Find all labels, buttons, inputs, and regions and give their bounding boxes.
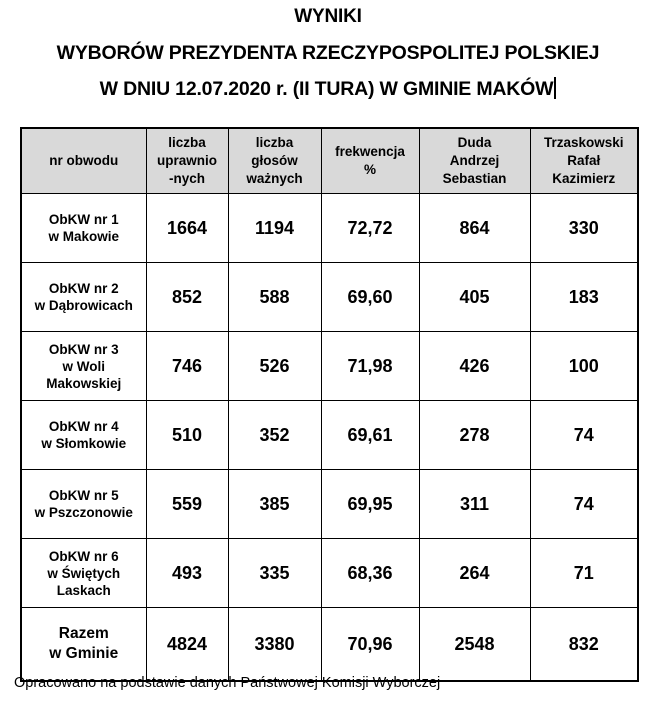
cell-uprawnieni: 746 xyxy=(146,332,228,401)
column-header-frekwencja xyxy=(321,128,419,194)
obwod-label-line: w Gminie xyxy=(49,645,119,662)
cell-uprawnieni: 4824 xyxy=(146,608,228,682)
table-row xyxy=(21,470,638,539)
cell-wazne: 352 xyxy=(228,401,321,470)
column-header-line: Sebastian xyxy=(442,171,507,186)
cell-uprawnieni: 1664 xyxy=(146,194,228,263)
cell-obwod-label xyxy=(21,194,146,263)
column-header-line: frekwencja xyxy=(335,144,405,159)
cell-obwod-label xyxy=(21,401,146,470)
cell-trzaskowski: 74 xyxy=(530,470,638,539)
cell-wazne: 1194 xyxy=(228,194,321,263)
cell-trzaskowski: 183 xyxy=(530,263,638,332)
cell-duda: 311 xyxy=(419,470,530,539)
cell-frekwencja: 68,36 xyxy=(321,539,419,608)
document-title-block xyxy=(0,0,656,106)
column-header-line: głosów xyxy=(251,153,298,168)
cell-duda: 405 xyxy=(419,263,530,332)
obwod-label-line: w Słomkowie xyxy=(41,436,127,451)
table-row xyxy=(21,539,638,608)
obwod-label-line: ObKW nr 5 xyxy=(48,488,119,503)
table-row xyxy=(21,332,638,401)
page-title-line-3-text: W DNIU 12.07.2020 r. (II TURA) W GMINIE MAKÓW xyxy=(99,78,554,100)
cell-duda: 278 xyxy=(419,401,530,470)
cell-duda: 264 xyxy=(419,539,530,608)
cell-wazne: 335 xyxy=(228,539,321,608)
cell-frekwencja: 72,72 xyxy=(321,194,419,263)
cell-trzaskowski: 832 xyxy=(530,608,638,682)
cell-duda: 426 xyxy=(419,332,530,401)
page-title-line-3 xyxy=(0,74,656,106)
obwod-label-line: w Świętych xyxy=(47,565,121,581)
cell-frekwencja: 71,98 xyxy=(321,332,419,401)
footer-note: Opracowano na podstawie danych Państwowej Komisji Wyborczej xyxy=(14,675,441,691)
cell-wazne: 588 xyxy=(228,263,321,332)
cell-uprawnieni: 510 xyxy=(146,401,228,470)
column-header-line: Trzaskowski xyxy=(543,135,624,150)
table-header xyxy=(21,128,638,194)
cell-uprawnieni: 559 xyxy=(146,470,228,539)
obwod-label-line: ObKW nr 1 xyxy=(48,212,119,227)
obwod-label-line: Laskach xyxy=(56,582,111,598)
cell-obwod-label xyxy=(21,332,146,401)
column-header-line: -nych xyxy=(168,171,205,186)
column-header-line: liczba xyxy=(255,135,294,150)
column-header-line: uprawnio xyxy=(157,153,217,168)
cell-trzaskowski: 71 xyxy=(530,539,638,608)
column-header-wazne xyxy=(228,128,321,194)
obwod-label-line: Makowskiej xyxy=(46,375,122,391)
cell-wazne: 3380 xyxy=(228,608,321,682)
results-table-container xyxy=(20,127,637,682)
obwod-label-line: Razem xyxy=(58,625,109,642)
cell-uprawnieni: 852 xyxy=(146,263,228,332)
column-header-duda xyxy=(419,128,530,194)
column-header-line: % xyxy=(363,162,376,177)
cell-trzaskowski: 330 xyxy=(530,194,638,263)
cell-obwod-label xyxy=(21,263,146,332)
obwod-label-line: w Pszczonowie xyxy=(34,505,133,520)
text-cursor-caret xyxy=(554,77,556,99)
cell-duda: 2548 xyxy=(419,608,530,682)
obwod-label-line: ObKW nr 4 xyxy=(48,419,119,434)
cell-trzaskowski: 74 xyxy=(530,401,638,470)
cell-duda: 864 xyxy=(419,194,530,263)
column-header-obwod xyxy=(21,128,146,194)
obwod-label-line: ObKW nr 3 xyxy=(48,341,119,357)
column-header-line: ważnych xyxy=(246,171,303,186)
cell-uprawnieni: 493 xyxy=(146,539,228,608)
column-header-line: nr obwodu xyxy=(49,153,119,168)
table-row xyxy=(21,263,638,332)
obwod-label-line: w Makowie xyxy=(48,229,120,244)
column-header-line: Duda xyxy=(457,135,492,150)
results-table xyxy=(20,127,639,682)
cell-frekwencja: 69,60 xyxy=(321,263,419,332)
table-header-row xyxy=(21,128,638,194)
table-row xyxy=(21,194,638,263)
obwod-label-line: w Woli xyxy=(62,358,105,374)
cell-frekwencja: 70,96 xyxy=(321,608,419,682)
column-header-line: Andrzej xyxy=(449,153,500,168)
cell-obwod-label xyxy=(21,608,146,682)
cell-frekwencja: 69,95 xyxy=(321,470,419,539)
table-total-row xyxy=(21,608,638,682)
column-header-trzaskowski xyxy=(530,128,638,194)
cell-obwod-label xyxy=(21,470,146,539)
table-body xyxy=(21,194,638,682)
cell-trzaskowski: 100 xyxy=(530,332,638,401)
obwod-label-line: ObKW nr 2 xyxy=(48,281,119,296)
obwod-label-line: w Dąbrowicach xyxy=(34,298,133,313)
column-header-line: liczba xyxy=(168,135,206,150)
cell-wazne: 526 xyxy=(228,332,321,401)
column-header-line: Kazimierz xyxy=(552,171,616,186)
page-title-line-2: WYBORÓW PREZYDENTA RZECZYPOSPOLITEJ POLSKIEJ xyxy=(56,42,600,64)
obwod-label-line: ObKW nr 6 xyxy=(48,548,119,564)
table-row xyxy=(21,401,638,470)
cell-obwod-label xyxy=(21,539,146,608)
column-header-line: Rafał xyxy=(567,153,601,168)
page-title-line-1: WYNIKI xyxy=(294,6,362,27)
cell-wazne: 385 xyxy=(228,470,321,539)
cell-frekwencja: 69,61 xyxy=(321,401,419,470)
column-header-uprawnieni xyxy=(146,128,228,194)
